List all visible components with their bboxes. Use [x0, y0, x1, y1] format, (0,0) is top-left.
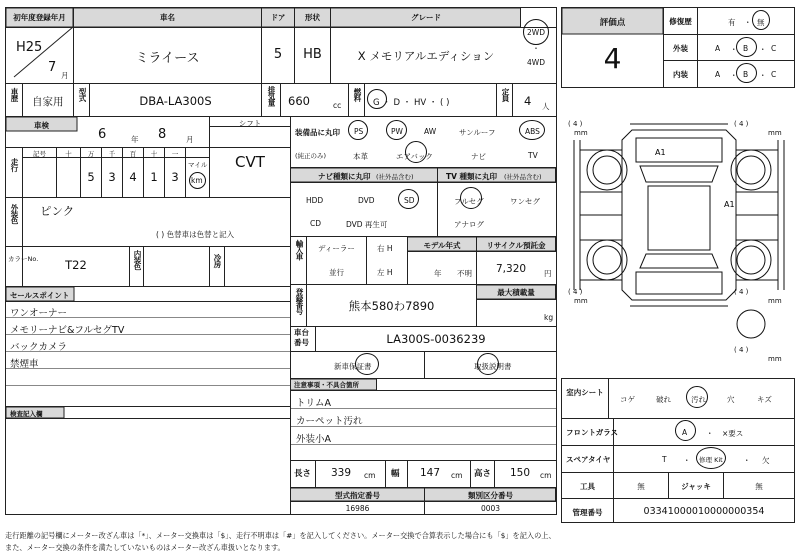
type-designation-value: 16986 — [345, 504, 370, 513]
footer-line-1: 走行距離の記号欄にメーター改ざん車は「*」、メーター交換車は「$」、走行不明車は「#」を記入してください。メーター交換で合算表示した場合にも「$」を記入の上、 — [5, 531, 556, 540]
mileage-symbol-label: 記号 — [33, 150, 46, 158]
inspection-year: 6 — [98, 127, 107, 142]
drive-4wd: 4WD — [527, 58, 545, 67]
mgmt-value: 03341000010000000354 — [643, 506, 765, 517]
inspection-month: 8 — [158, 127, 167, 142]
import-parallel: 並行 — [329, 268, 344, 277]
navi-label: ナビ種類に丸印 — [318, 172, 371, 181]
notes-line-3 — [291, 444, 556, 445]
windshield-x: ×要ス — [722, 429, 744, 438]
model-value: DBA-LA300S — [139, 94, 212, 108]
navi-cd: CD — [310, 219, 322, 228]
inspection-label: 車検 — [34, 121, 49, 130]
usage-value: 自家用 — [32, 96, 64, 108]
repair-dot: ・ — [744, 18, 752, 27]
windshield-dot: ・ — [706, 429, 714, 438]
equipment-label: 装備品に丸印 — [295, 128, 340, 137]
equip-sunroof: サンルーフ — [459, 128, 496, 137]
repair-label: 修復歴 — [669, 17, 692, 26]
mileage-digit-1: 3 — [108, 170, 116, 184]
model-label: 型式 — [78, 88, 87, 101]
navi-sd: SD — [404, 196, 415, 205]
drive-dot: ・ — [532, 44, 540, 53]
sales-line-3 — [6, 351, 290, 352]
first-reg-month-unit: 月 — [61, 71, 69, 80]
tools-value: 無 — [637, 482, 645, 491]
capacity-unit: 人 — [542, 102, 550, 111]
first-reg-era: H25 — [16, 40, 43, 55]
color-value: ピンク — [40, 204, 75, 218]
spare-missing: 欠 — [762, 456, 770, 465]
registration-value: 熊本580わ7890 — [348, 299, 435, 313]
width-value: 147 — [420, 467, 441, 479]
repair-no: 無 — [757, 18, 765, 27]
equip-ps-circle — [348, 120, 368, 140]
first-reg-label: 初年度登録年月 — [13, 13, 66, 22]
tv-analog: アナログ — [454, 220, 484, 229]
car-name: ミライース — [135, 51, 200, 66]
seat-label: 室内シート — [566, 388, 604, 397]
tire-fl-unit: mm — [574, 129, 588, 137]
notes-line-1 — [291, 408, 556, 409]
sales-points-label: セールスポイント — [10, 291, 70, 300]
jack-value: 無 — [755, 482, 763, 491]
spare-dot1: ・ — [683, 456, 691, 465]
drive-2wd: 2WD — [527, 28, 545, 37]
tools-label: 工具 — [580, 482, 595, 491]
note-1: カーペット汚れ — [296, 416, 363, 427]
windshield-a: A — [682, 428, 688, 437]
tire-spare-unit: mm — [768, 355, 782, 363]
spare-dot2: ・ — [743, 456, 751, 465]
equip-abs: ABS — [525, 127, 540, 136]
new-warranty-circle — [355, 353, 379, 375]
mileage-digit-2: 4 — [129, 170, 137, 184]
navi-hdd: HDD — [306, 196, 324, 205]
spare-label: スペアタイヤ — [566, 455, 611, 464]
color-no-label: カラーNo. — [8, 255, 39, 263]
seat-burn: コゲ — [620, 395, 635, 404]
interior-dot2: ・ — [759, 71, 767, 80]
seat-dirty: 汚れ — [691, 395, 706, 404]
import-dealer: ディーラー — [318, 244, 355, 253]
grade-label: グレード — [411, 13, 441, 22]
equip-pw-circle — [386, 120, 407, 140]
damage-mark-2: A1 — [724, 200, 735, 209]
max-load-unit: kg — [544, 313, 554, 322]
equip-abs-circle — [519, 120, 545, 140]
tire-fr-unit: mm — [768, 129, 782, 137]
spare-kit-circle — [696, 447, 726, 469]
tv-label: TV 種類に丸印 — [446, 172, 498, 181]
sales-point-3: 禁煙車 — [10, 359, 39, 370]
tire-fr-depth: ( 4 ) — [734, 120, 749, 128]
displacement-value: 660 — [288, 94, 310, 108]
tv-oneseg: ワンセグ — [510, 197, 540, 206]
shape-label: 形状 — [305, 13, 320, 22]
navi-dvd: DVD — [358, 196, 375, 205]
navi-sd-circle — [398, 189, 419, 209]
interior-b: B — [743, 70, 749, 79]
mgmt-label: 管理番号 — [572, 508, 603, 517]
exterior-b-circle — [736, 37, 757, 57]
tv-fullseg: フルセグ — [454, 197, 484, 206]
grade-value: X メモリアルエディション — [357, 49, 495, 63]
sales-line-5 — [6, 385, 290, 386]
sales-point-0: ワンオーナー — [10, 308, 68, 319]
mileage-unit-3: 百 — [129, 150, 137, 158]
height-unit: cm — [540, 471, 552, 480]
chassis-value: LA300S-0036239 — [386, 332, 486, 346]
tire-rr-depth: ( 4 ) — [734, 288, 749, 296]
first-reg-month: 7 — [48, 60, 57, 75]
cooler-label: 冷房 — [213, 254, 222, 267]
model-year-unknown: 不明 — [457, 269, 472, 278]
exterior-a: A — [715, 44, 721, 53]
sales-line-4 — [6, 368, 290, 369]
equip-airbag: エアバック — [396, 152, 433, 161]
exterior-c: C — [771, 44, 777, 53]
score-value: 4 — [603, 42, 622, 75]
tire-fl-depth: ( 4 ) — [568, 120, 583, 128]
equip-tv: TV — [528, 151, 538, 160]
registration-label: 登録番号 — [295, 288, 304, 314]
category-label: 類別区分番号 — [468, 491, 513, 500]
windshield-a-circle — [675, 420, 696, 441]
recycle-unit: 円 — [544, 269, 552, 278]
color-no-value: T22 — [65, 258, 87, 272]
chassis-label: 車台番号 — [294, 328, 309, 347]
sales-line-2 — [6, 334, 290, 335]
manual-circle — [477, 353, 499, 375]
note-2: 外装小A — [296, 434, 331, 445]
spare-kit: 修理 Kit — [699, 456, 723, 464]
displacement-unit: cc — [333, 101, 342, 110]
mileage-digit-4: 3 — [171, 170, 179, 184]
doors-value: 5 — [273, 47, 283, 62]
mileage-unit-1: 万 — [87, 150, 95, 158]
height-label: 高さ — [474, 469, 492, 479]
score-label: 評価点 — [599, 18, 626, 28]
fuel-label: 燃料 — [353, 88, 362, 101]
displacement-label: 排気量 — [267, 86, 276, 106]
width-unit: cm — [451, 471, 463, 480]
navi-dvd-play: DVD 再生可 — [346, 220, 388, 229]
doors-label: ドア — [270, 13, 286, 22]
mileage-unit-2: 千 — [108, 150, 116, 158]
recycle-label: リサイクル預託金 — [486, 241, 546, 250]
sales-line-1 — [6, 317, 290, 318]
tire-spare-depth: ( 4 ) — [734, 346, 749, 354]
inspector-notes-label: 検査記入欄 — [10, 410, 43, 418]
usage-label: 車歴 — [10, 88, 19, 101]
footer-line-2: また、メーター交換の条件を満たしていないものはメーター改ざん車扱いとなります。 — [5, 543, 285, 552]
mileage-unit-4: 十 — [150, 150, 158, 158]
tv-fullseg-circle — [460, 187, 482, 209]
equip-pw: PW — [391, 127, 403, 136]
type-designation-label: 型式指定番号 — [335, 491, 380, 500]
model-year-label: モデル年式 — [423, 241, 461, 250]
inspection-month-unit: 月 — [186, 135, 194, 144]
interior-color-label: 内装色 — [133, 250, 142, 270]
seat-scratch: キズ — [757, 395, 772, 404]
tire-rl-depth: ( 4 ) — [568, 288, 583, 296]
model-year-unit: 年 — [434, 269, 442, 278]
repair-no-circle — [752, 10, 770, 30]
seat-tear: 破れ — [656, 395, 671, 404]
exterior-b: B — [743, 44, 749, 53]
damage-mark-1: A1 — [655, 148, 666, 157]
shift-label: シフト — [238, 119, 262, 128]
seat-hole: 穴 — [727, 395, 735, 404]
import-label: 輸入車 — [295, 240, 304, 260]
interior-c: C — [771, 70, 777, 79]
exterior-dot2: ・ — [759, 45, 767, 54]
interior-dot1: ・ — [730, 71, 738, 80]
fuel-options: G ・ D ・ HV ・ ( ) — [373, 98, 450, 108]
mile-label: マイル — [188, 161, 208, 169]
jack-label: ジャッキ — [681, 482, 711, 491]
interior-label: 内装 — [673, 70, 688, 79]
inspection-year-unit: 年 — [131, 135, 139, 144]
import-right: 右 H — [377, 244, 393, 253]
equip-navi: ナビ — [471, 152, 486, 161]
interior-a: A — [715, 70, 721, 79]
seat-dirty-circle — [686, 386, 708, 408]
tire-rr-unit: mm — [768, 297, 782, 305]
equipment-sub: (純正のみ) — [295, 152, 327, 160]
notes-label: 注意事項・不具合箇所 — [294, 381, 359, 389]
category-value: 0003 — [480, 504, 501, 513]
width-label: 幅 — [391, 469, 400, 479]
manual: 取扱説明書 — [474, 362, 512, 371]
tire-rl-unit: mm — [574, 297, 588, 305]
windshield-label: フロントガラス — [566, 428, 619, 437]
capacity-label: 定員 — [501, 88, 510, 101]
car-name-label: 車名 — [160, 13, 175, 22]
km-label: km — [191, 176, 203, 185]
notes-line-2 — [291, 426, 556, 427]
note-0: トリムA — [296, 398, 331, 409]
length-unit: cm — [364, 471, 376, 480]
mileage-digit-0: 5 — [87, 170, 95, 184]
sales-point-1: メモリーナビ&フルセグTV — [10, 325, 125, 336]
mileage-label: 走行 — [10, 158, 19, 171]
recycle-value: 7,320 — [496, 263, 527, 275]
color-label: 外装色 — [10, 204, 19, 224]
import-left: 左 H — [377, 268, 393, 277]
sales-point-2: バックカメラ — [10, 342, 68, 353]
navi-sub: (社外品含む) — [376, 173, 414, 181]
car-damage-diagram — [562, 100, 794, 375]
repair-yes: 有 — [728, 18, 736, 27]
length-value: 339 — [331, 467, 352, 479]
equip-leather: 本革 — [353, 152, 368, 161]
shift-value: CVT — [235, 153, 265, 171]
mileage-digit-3: 1 — [150, 170, 158, 184]
interior-b-circle — [736, 63, 757, 83]
exterior-dot1: ・ — [730, 45, 738, 54]
capacity-value: 4 — [524, 94, 532, 108]
tv-sub: (社外品含む) — [504, 173, 542, 181]
exterior-label: 外装 — [673, 44, 688, 53]
mileage-unit-0: 十 — [65, 150, 72, 158]
max-load-label: 最大積載量 — [497, 288, 535, 297]
equip-ps: PS — [354, 127, 364, 136]
fuel-g-circle — [367, 89, 387, 109]
equip-airbag-circle — [405, 141, 427, 163]
new-warranty: 新車保証書 — [334, 362, 372, 371]
height-value: 150 — [510, 467, 531, 479]
mileage-unit-5: 一 — [171, 150, 179, 158]
length-label: 長さ — [294, 469, 312, 479]
spare-t: T — [662, 455, 667, 464]
shape-value: HB — [303, 47, 322, 62]
equip-aw: AW — [424, 127, 437, 136]
color-change-note: ( ) 色替車は色替と記入 — [156, 230, 235, 239]
